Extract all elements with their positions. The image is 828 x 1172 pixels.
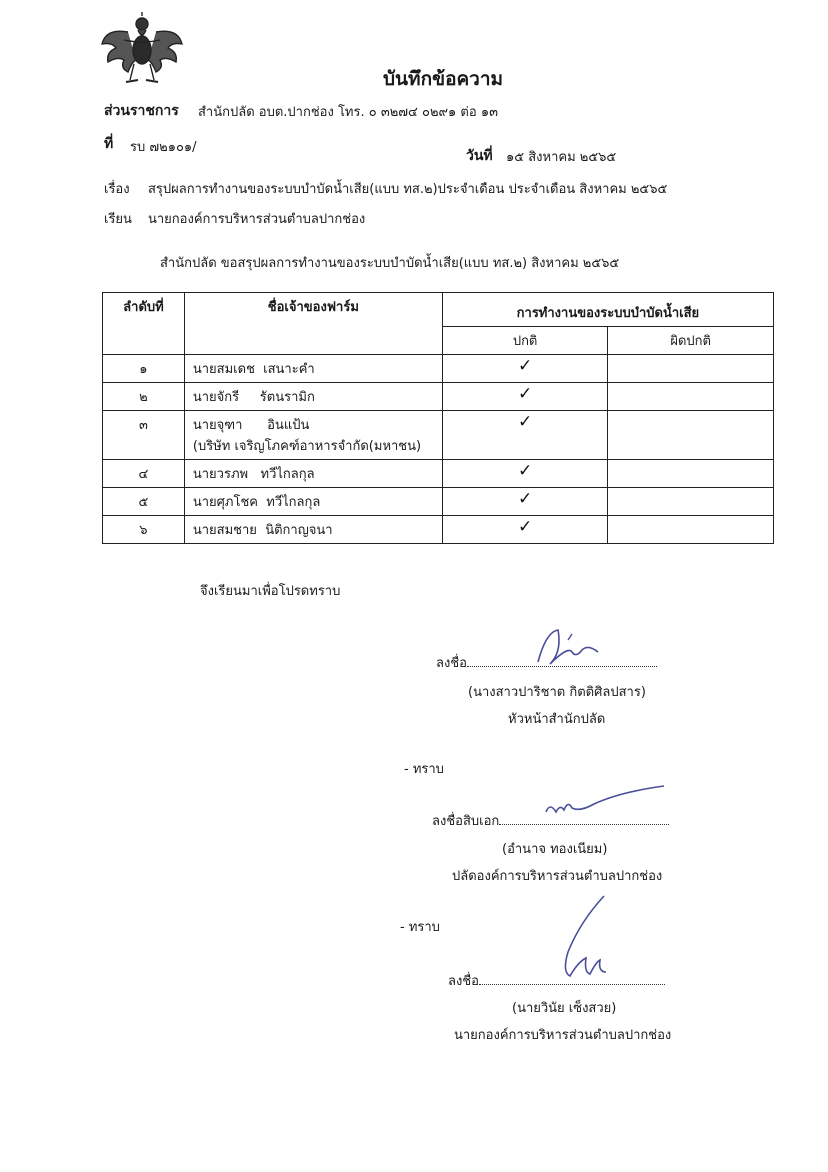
abnormal-status-cell bbox=[608, 411, 774, 460]
to-label: เรียน bbox=[104, 212, 132, 227]
check-mark-icon: ✓ bbox=[517, 489, 533, 509]
sign3-name: (นายวินัย เซ็งสวย) bbox=[512, 1001, 617, 1016]
to-value: นายกองค์การบริหารส่วนตำบลปากช่อง bbox=[148, 212, 366, 227]
table-row bbox=[103, 460, 774, 488]
col-name-header: ชื่อเจ้าของฟาร์ม bbox=[184, 293, 442, 355]
normal-status-cell bbox=[442, 488, 608, 516]
col-group-header: การทำงานของระบบบำบัดน้ำเสีย bbox=[442, 293, 773, 327]
check-mark-icon: ✓ bbox=[517, 461, 533, 481]
sign2-label: ลงชื่อสิบเอก bbox=[432, 814, 500, 829]
abnormal-status-cell bbox=[608, 488, 774, 516]
body-intro: สำนักปลัด ขอสรุปผลการทำงานของระบบบำบัดน้ำเสีย(แบบ ทส.๒) สิงหาคม ๒๕๖๕ bbox=[160, 256, 620, 271]
normal-status-cell bbox=[442, 355, 608, 383]
date-value: ๑๕ สิงหาคม ๒๕๖๕ bbox=[506, 150, 617, 165]
row-number: ๑ bbox=[103, 355, 185, 383]
table-row bbox=[103, 411, 774, 460]
normal-status-cell bbox=[442, 460, 608, 488]
farm-owner-company: (บริษัท เจริญโภคฑ์อาหารจำกัด(มหาชน) bbox=[192, 439, 422, 454]
sign3-label: ลงชื่อ bbox=[448, 974, 479, 989]
sign2-name: (อำนาจ ทองเนียม) bbox=[502, 842, 608, 857]
col-no-header: ลำดับที่ bbox=[103, 293, 185, 355]
farm-owner-cell bbox=[184, 355, 442, 383]
memo-title: บันทึกข้อความ bbox=[383, 68, 504, 90]
abnormal-status-cell bbox=[608, 383, 774, 411]
farm-owner-name: นายสมเดช เสนาะคำ bbox=[192, 362, 315, 377]
table-row bbox=[103, 355, 774, 383]
farm-owner-cell bbox=[184, 488, 442, 516]
abnormal-status-cell bbox=[608, 516, 774, 544]
signature-1-icon bbox=[528, 622, 608, 668]
normal-status-cell bbox=[442, 411, 608, 460]
table-row bbox=[103, 383, 774, 411]
sign1-label: ลงชื่อ bbox=[436, 656, 467, 671]
wastewater-status-table bbox=[102, 292, 774, 544]
table-row bbox=[103, 516, 774, 544]
dept-label: ส่วนราชการ bbox=[104, 103, 179, 119]
ack2-text: - ทราบ bbox=[400, 920, 440, 935]
farm-owner-cell bbox=[184, 460, 442, 488]
ref-value: รบ ๗๒๑๐๑/ bbox=[130, 140, 197, 155]
row-number: ๓ bbox=[103, 411, 185, 460]
farm-owner-name: นายศุภโชค ทวีไกลกุล bbox=[192, 495, 321, 510]
check-mark-icon: ✓ bbox=[517, 384, 533, 404]
sign3-dotted-line bbox=[479, 984, 665, 985]
abnormal-status-cell bbox=[608, 355, 774, 383]
col-normal-header: ปกติ bbox=[442, 327, 608, 355]
sign2-dotted-line bbox=[499, 824, 669, 825]
subject-value: สรุปผลการทำงานของระบบบำบัดน้ำเสีย(แบบ ทส.๒)ประจำเดือน ประจำเดือน สิงหาคม ๒๕๖๕ bbox=[148, 182, 668, 197]
dept-value: สำนักปลัด อบต.ปากช่อง โทร. ๐ ๓๒๗๔ ๐๒๙๑ ต่อ ๑๓ bbox=[198, 105, 498, 120]
check-mark-icon: ✓ bbox=[517, 517, 533, 537]
farm-owner-name: นายจักรี รัตนรามิก bbox=[192, 390, 315, 405]
row-number: ๖ bbox=[103, 516, 185, 544]
farm-owner-name: นายจุฑา อินแป้น bbox=[192, 418, 310, 433]
sign3-position: นายกองค์การบริหารส่วนตำบลปากช่อง bbox=[454, 1028, 672, 1043]
ack1-text: - ทราบ bbox=[404, 762, 444, 777]
normal-status-cell bbox=[442, 516, 608, 544]
table-row bbox=[103, 488, 774, 516]
farm-owner-name: นายวรภพ ทวีไกลกุล bbox=[192, 467, 315, 482]
farm-owner-cell bbox=[184, 411, 442, 460]
garuda-emblem-icon bbox=[98, 10, 186, 88]
signature-3-icon bbox=[540, 892, 620, 984]
ref-label: ที่ bbox=[104, 136, 114, 152]
farm-owner-cell bbox=[184, 383, 442, 411]
row-number: ๔ bbox=[103, 460, 185, 488]
row-number: ๒ bbox=[103, 383, 185, 411]
farm-owner-cell bbox=[184, 516, 442, 544]
col-abnormal-header: ผิดปกติ bbox=[608, 327, 774, 355]
check-mark-icon: ✓ bbox=[517, 356, 533, 376]
sign1-name: (นางสาวปาริชาต กิตติศิลปสาร) bbox=[468, 685, 646, 700]
sign2-position: ปลัดองค์การบริหารส่วนตำบลปากช่อง bbox=[452, 869, 663, 884]
date-label: วันที่ bbox=[466, 148, 493, 164]
signature-2-icon bbox=[540, 782, 670, 822]
closing-text: จึงเรียนมาเพื่อโปรดทราบ bbox=[200, 584, 341, 599]
normal-status-cell bbox=[442, 383, 608, 411]
abnormal-status-cell bbox=[608, 460, 774, 488]
farm-owner-name: นายสมชาย นิติกาญจนา bbox=[192, 523, 333, 538]
sign1-position: หัวหน้าสำนักปลัด bbox=[508, 712, 606, 727]
check-mark-icon: ✓ bbox=[517, 412, 533, 432]
subject-label: เรื่อง bbox=[104, 182, 130, 197]
row-number: ๕ bbox=[103, 488, 185, 516]
